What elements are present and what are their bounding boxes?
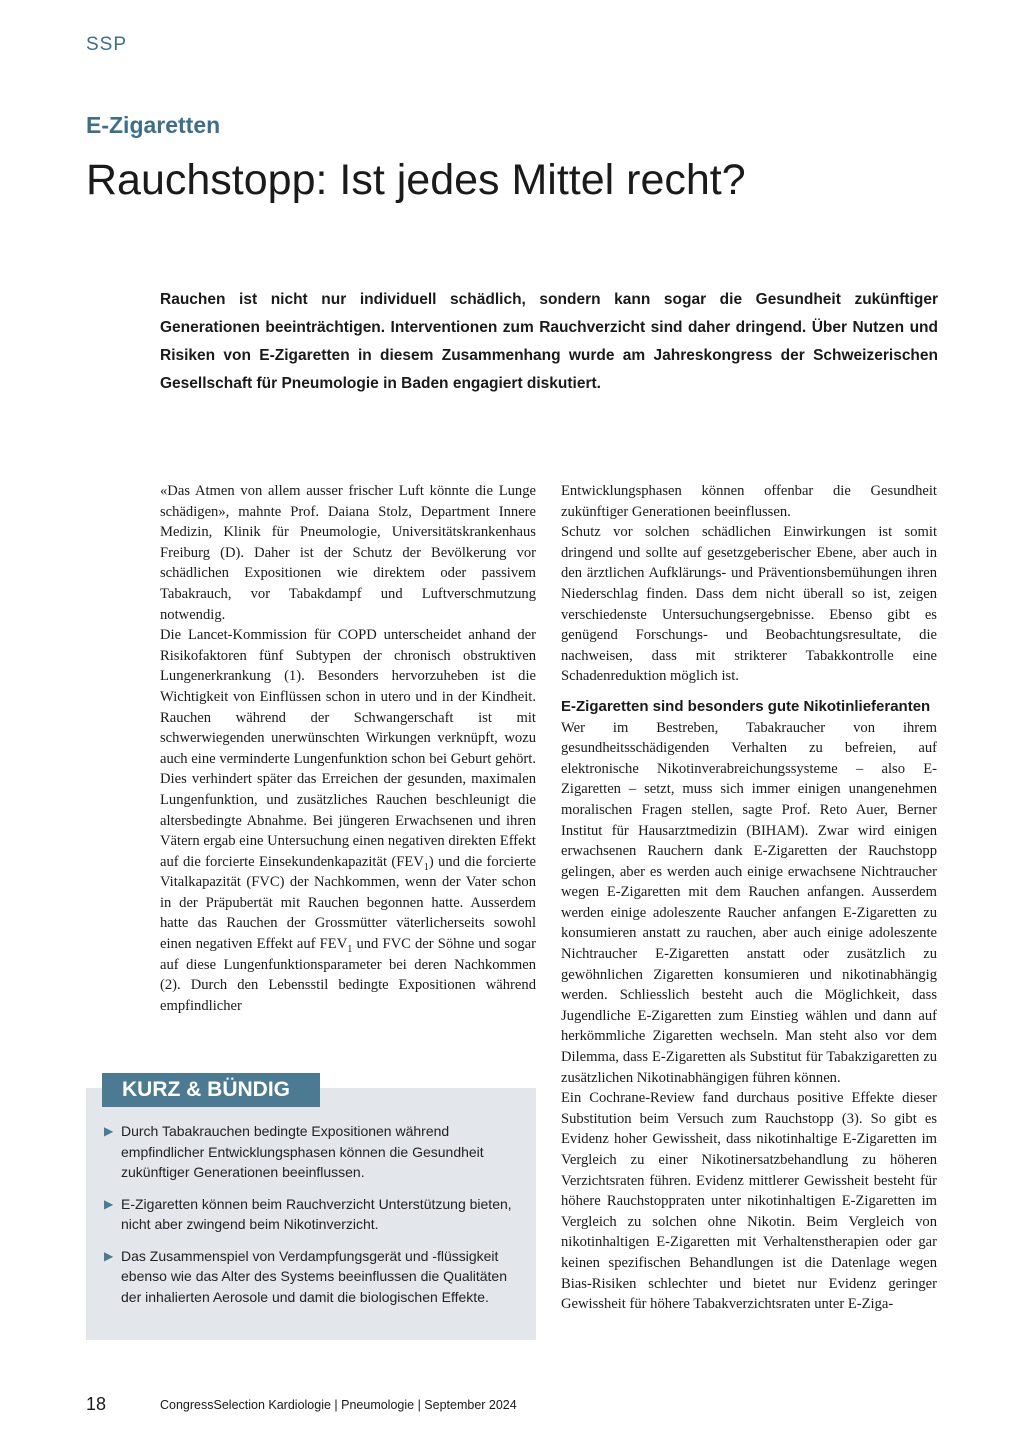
body-column-left	[160, 481, 536, 1016]
section-tag: SSP	[86, 34, 128, 55]
body-paragraph: Schutz vor solchen schädlichen Einwirkungen ist somit dringend und sollte auf gesetzgeberischer Ebene, aber auch in den ärztlichen Aufklärungs- und Präventionsbemühungen ihren Niederschlag finden. Dass dem nicht überall so ist, zeigen verschiedenste Untersuchungsergebnisse. Ebenso gibt es genügend Forschungs- und Beobachtungsresultate, die nachweisen, dass mit strikterer Tabakkontrolle eine Schadenreduktion möglich ist.	[561, 524, 937, 685]
triangle-bullet-icon: ▶	[104, 1196, 114, 1211]
article-kicker: E-Zigaretten	[86, 112, 221, 138]
page-number: 18	[86, 1394, 107, 1414]
footer-publication: CongressSelection Kardiologie | Pneumologie | September 2024	[160, 1398, 517, 1412]
section-heading: E-Zigaretten sind besonders gute Nikotinlieferanten	[561, 697, 931, 715]
summary-item: ▶ E-Zigaretten können beim Rauchverzicht Unterstützung bieten, nicht aber zwingend beim Nikotinverzicht.	[104, 1195, 512, 1232]
article-title: Rauchstopp: Ist jedes Mittel recht?	[86, 156, 746, 204]
body-paragraph: Wer im Bestreben, Tabakraucher von ihrem gesundheitsschädigenden Verhalten zu befreien, auf elektronische Nikotinverabreichungssysteme – also E-Zigaretten – setzt, muss sich immer einigen unangenehmen moralischen Fragen stellen, sagte Prof. Reto Auer, Berner Institut für Hausarztmedizin (BIHAM). Zwar wird einigen erwachsenen Rauchern dank E-Zigaretten der Rauchstopp gelingen, aber es werden auch einige erwachsene Nichtraucher wegen E-Zigaretten mit dem Rauchen anfangen. Ausserdem werden einige adoleszente Raucher anfangen E-Zigaretten zu konsumieren anstatt zu rauchen, aber auch einige adoleszente Nichtraucher E-Zigaretten anstatt oder zusätzlich zu gewöhnlichen Zigaretten konsumieren und nikotinabhängig werden. Schliesslich besteht auch die Möglichkeit, dass Jugendliche E-Zigaretten zum Einstieg wählen und dann auf herkömmliche Zigaretten wechseln. Man steht also vor dem Dilemma, dass E-Zigaretten als Substitut für Tabakzigaretten zu zusätzlichen Nikotinabhängigen führen können.	[561, 719, 937, 1086]
triangle-bullet-icon: ▶	[104, 1124, 114, 1138]
body-paragraph: Die Lancet-Kommission für COPD unterscheidet anhand der Risikofaktoren fünf Subtypen der chronisch obstruktiven Lungenerkrankung (1). Besonders hervorzuheben ist die Wichtigkeit von Einflüssen schon in utero und in der Kindheit. Rauchen während der Schwangerschaft ist mit schwerwiegenden unerwünschten Wirkungen verknüpft, wozu auch eine verminderte Lungenfunktion schon bei Geburt gehört. Dies verhindert später das Erreichen der gesunden, maximalen Lungenfunktion, und zusätzliches Rauchen beschleunigt die altersbedingte Abnahme. Bei jüngeren Erwachsenen und ihren Vätern ergab eine Untersuchung einen negativen direkten Effekt auf die forcierte Einsekundenkapazität $(FEV_1)$ und die forcierte Vitalkapazität (FVC) der Nachkommen, wenn der Vater schon in der Präpubertät mit Rauchen begonnen hatte. Ausserdem hatte das Rauchen der Grossmütter väterlicherseits sowohl einen negativen Effekt auf $FEV_1$ und FVC der Söhne und sogar auf diese Lungenfunktionsparameter bei deren Nachkommen (2). Durch den Lebensstil bedingte Expositionen während empfindlicher	[160, 627, 536, 1014]
body-paragraph: Entwicklungsphasen können offenbar die Gesundheit zukünftiger Generationen beeinflussen.	[561, 483, 937, 520]
triangle-bullet-icon: ▶	[104, 1248, 114, 1263]
summary-list	[104, 1121, 524, 1318]
summary-item: ▶ Durch Tabakrauchen bedingte Expositionen während empfindlicher Entwicklungsphasen können die Gesundheit zukünftiger Generationen beeinflussen.	[104, 1123, 484, 1180]
summary-heading: KURZ & BÜNDIG	[102, 1073, 320, 1107]
body-paragraph: Ein Cochrane-Review fand durchaus positive Effekte dieser Substitution beim Versuch zum Rauchstopp (3). So gibt es Evidenz hoher Gewissheit, dass nikotinhaltige E-Zigaretten im Vergleich zu einer Nikotinersatzbehandlung zu höheren Verzichtsraten führen. Evidenz mittlerer Gewissheit besteht für höhere Rauchstoppraten unter nikotinhaltigen E-Zigaretten im Vergleich zu solchen ohne Nikotin. Beim Vergleich von nikotinhaltigen E-Zigaretten mit Verhaltenstherapien oder gar keinen spezifischen Behandlungen ist die Datenlage wegen Bias-Risiken schlechter und bietet nur Evidenz geringer Gewissheit für höhere Tabakverzichtsraten unter E-Ziga-	[561, 1090, 937, 1313]
body-paragraph: «Das Atmen von allem ausser frischer Luft könnte die Lunge schädigen», mahnte Prof. Daiana Stolz, Department Innere Medizin, Klinik für Pneumologie, Universitätskrankenhaus Freiburg (D). Daher ist der Schutz der Bevölkerung vor schädlichen Expositionen wie direktem oder passivem Tabakrauch, vor Tabakdampf und Luftverschmutzung notwendig.	[160, 483, 536, 623]
article-lead: Rauchen ist nicht nur individuell schädlich, sondern kann sogar die Gesundheit zukünftiger Generationen beeinträchtigen. Interventionen zum Rauchverzicht sind daher dringend. Über Nutzen und Risiken von E-Zigaretten in diesem Zusammenhang wurde am Jahreskongress der Schweizerischen Gesellschaft für Pneumologie in Baden engagiert diskutiert.	[160, 291, 938, 392]
summary-item: ▶ Das Zusammenspiel von Verdampfungsgerät und -flüssigkeit ebenso wie das Alter des Systems beeinflussen die Qualitäten der inhalierten Aerosole und damit die biologischen Effekte.	[104, 1247, 508, 1305]
body-column-right	[561, 481, 937, 1315]
